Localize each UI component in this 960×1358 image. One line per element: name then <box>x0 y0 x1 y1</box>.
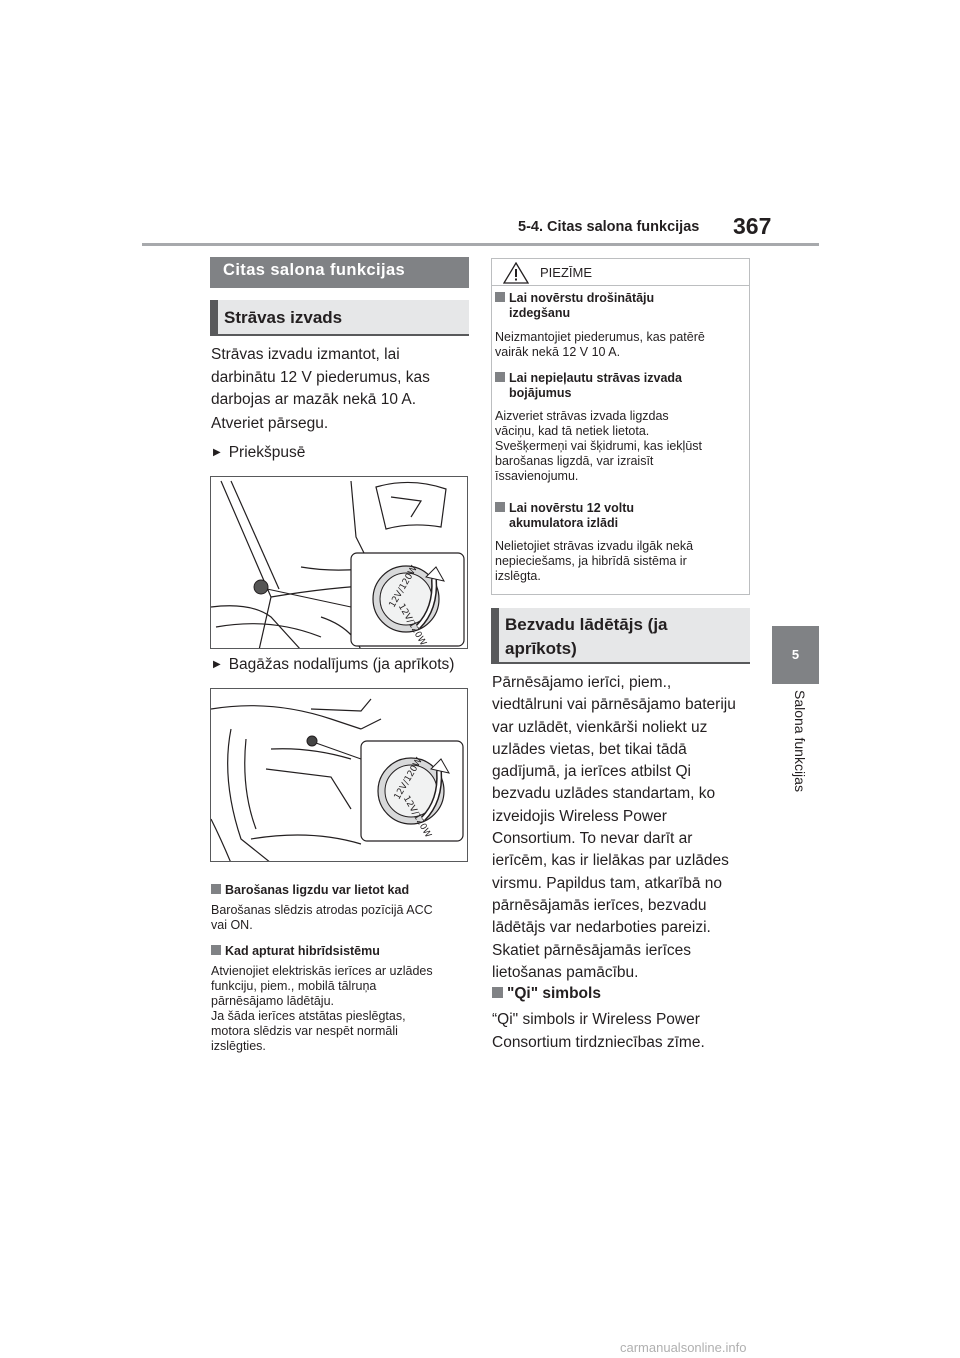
square-bullet-icon <box>495 292 505 302</box>
front-outlet-illustration <box>210 476 468 649</box>
usage-heading: Barošanas ligzdu var lietot kad <box>211 883 409 898</box>
intro-line: darbojas ar mazāk nekā 10 A. <box>211 391 417 408</box>
main-section-title: Citas salona funkcijas <box>210 257 469 288</box>
location-cargo-label: ▶ Bagāžas nodalījums (ja aprīkots) <box>213 654 454 679</box>
usage-text: Barošanas slēdzis atrodas pozīcijā ACC vai ON. <box>211 903 433 932</box>
stop-heading: Kad apturat hibrīdsistēmu <box>211 944 380 959</box>
cap-text: 12V/120W <box>400 794 433 840</box>
header-section-title: 5-4. Citas salona funkcijas <box>518 219 700 235</box>
square-bullet-icon <box>495 372 505 382</box>
warning-triangle-icon <box>503 262 529 284</box>
square-bullet-icon <box>211 945 221 955</box>
square-bullet-icon <box>211 884 221 894</box>
subsection-title-wireless-charger: Bezvadu lādētājs (ja aprīkots) <box>491 608 750 664</box>
cap-text: 12V/120W <box>387 564 420 610</box>
square-bullet-icon <box>492 987 503 998</box>
open-cover-text: Atveriet pārsegu. <box>211 415 329 432</box>
qi-symbol-heading: "Qi" simbols <box>492 983 601 1006</box>
notice-item-heading: Lai nepieļautu strāvas izvada bojājumus <box>495 371 682 401</box>
location-front-label: ▶ Priekšpusē <box>213 442 305 467</box>
qi-symbol-text: “Qi" simbols ir Wireless Power Consortium tirdzniecības zīme. <box>492 1011 705 1051</box>
notice-divider <box>491 285 750 286</box>
header-divider <box>142 243 819 246</box>
front-outlet-drawing <box>211 477 468 649</box>
notice-title: PIEZĪME <box>540 265 593 280</box>
notice-item-heading: Lai novērstu 12 voltu akumulatora izlādi <box>495 501 634 531</box>
cargo-outlet-drawing <box>211 689 468 862</box>
intro-line: Strāvas izvadu izmantot, lai <box>211 346 400 363</box>
notice-item-body: Aizveriet strāvas izvada ligzdas vāciņu, kad tā netiek lietota. Svešķermeņi vai šķidrumi, kas iekļūst barošanas ligzdā, var izraisīt īssavienojumu. <box>495 409 703 483</box>
cap-text: 12V/120W <box>395 602 428 648</box>
chapter-tab[interactable]: 5 <box>772 626 819 684</box>
notice-item-heading: Lai novērstu drošinātāju izdegšanu <box>495 291 654 321</box>
notice-item-body: Neizmantojiet piederumus, kas patērē vairāk nekā 12 V 10 A. <box>495 330 705 359</box>
stop-text: Atvienojiet elektriskās ierīces ar uzlādes funkciju, piem., mobilā tālruņa pārnēsājamo lādētāju. Ja šāda ierīces atstātas pieslēgtas, motora slēdzis var nespēt normāli izslēgties. <box>211 964 433 1053</box>
cargo-outlet-illustration <box>210 688 468 862</box>
wireless-paragraph: Pārnēsājamo ierīci, piem., viedtālruni vai pārnēsājamo bateriju var uzlādēt, vienkārši noliekt uz uzlādes vietas, bet tikai tādā gadījumā, ja ierīces atbilst Qi bezvadu uzlādes standartam, ko izveidojis Wireless Power Consortium. To nevar darīt ar ierīcēm, kas ir lielākas par uzlādes virsmu. Papildus tam, atkarībā no pārnēsājamās ierīces, bezvadu lādētājs var nedarboties pareizi. Skatiet pārnēsājamās ierīces lietošanas pamācību. <box>492 674 736 981</box>
square-bullet-icon <box>495 502 505 512</box>
cap-text: 12V/120W <box>392 756 425 802</box>
subsection-title-power-outlet: Strāvas izvads <box>210 300 469 336</box>
page-number: 367 <box>733 213 772 239</box>
intro-line: darbinātu 12 V piederumus, kas <box>211 368 430 386</box>
intro-paragraph <box>211 344 430 412</box>
chapter-tab-label: Salona funkcijas <box>792 690 808 792</box>
watermark: carmanualsonline.info <box>620 1340 747 1355</box>
notice-item-body: Nelietojiet strāvas izvadu ilgāk nekā nepieciešams, ja hibrīdā sistēma ir izslēgta. <box>495 539 694 583</box>
